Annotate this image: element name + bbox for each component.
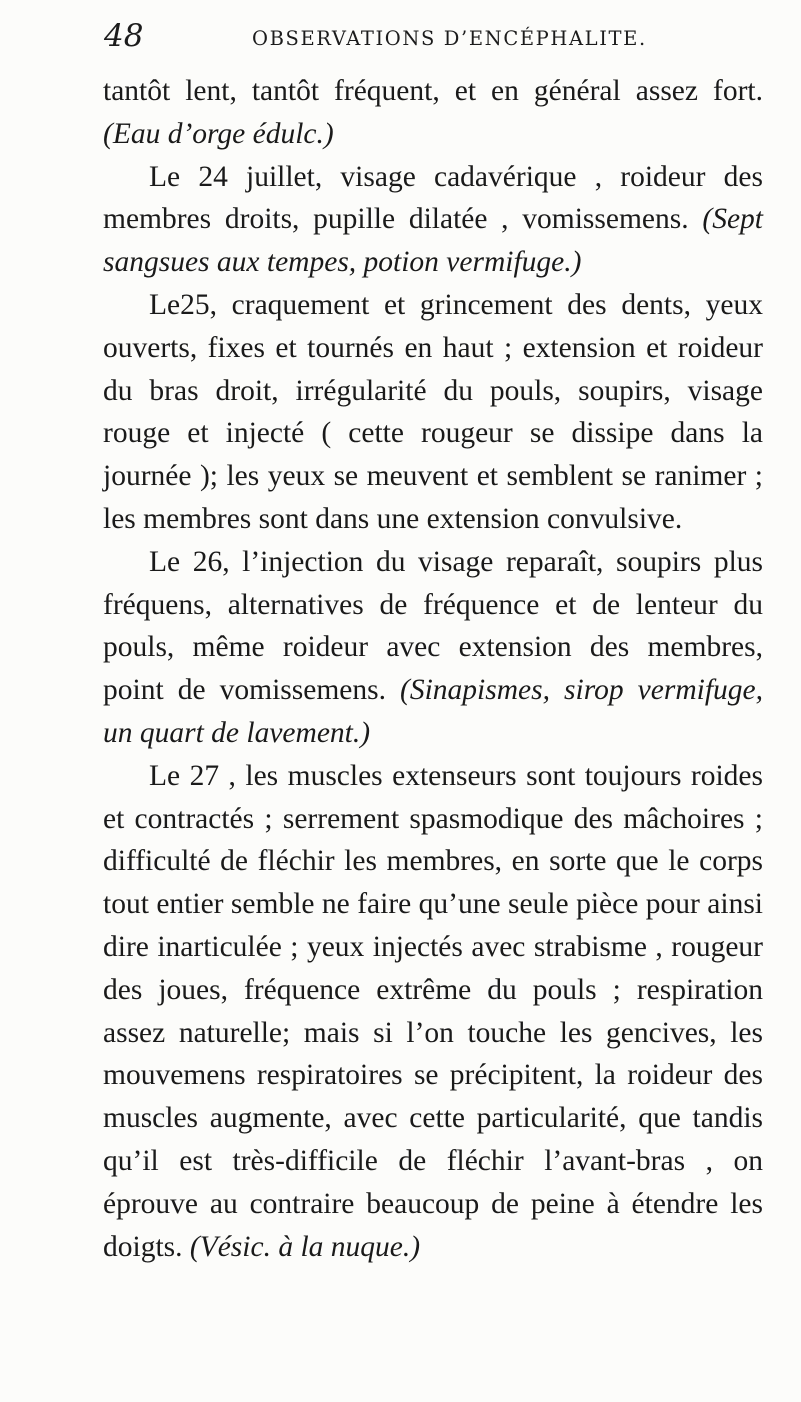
paragraph-2-treatment: (Sept sangsues aux tempes, potion vermifuge.) — [103, 203, 763, 279]
page-header — [104, 18, 744, 68]
paragraph-5-treatment: (Vésic. à la nuque.) — [189, 1230, 421, 1263]
running-title: OBSERVATIONS D’ENCÉPHALITE. — [252, 27, 647, 50]
paragraph-2 — [103, 156, 763, 284]
paragraph-3 — [103, 284, 763, 541]
page-number: 48 — [104, 18, 144, 54]
paragraph-2-text: Le 24 juillet, visage cadavérique , roideur des membres droits, pupille dilatée , vomissemens. — [103, 160, 763, 236]
paragraph-1-treatment: (Eau d’orge édulc.) — [103, 117, 334, 150]
paragraph-5 — [103, 755, 763, 1269]
body-text — [103, 70, 763, 1268]
paragraph-4-text: Le 26, l’injection du visage reparaît, soupirs plus fréquens, alternatives de fréquence et de lenteur du pouls, même roideur avec extension des membres, point de vomissemens. — [103, 545, 763, 707]
paragraph-4 — [103, 541, 763, 755]
paragraph-1 — [103, 70, 763, 156]
paragraph-3-text: Le25, craquement et grincement des dents, yeux ouverts, fixes et tournés en haut ; extension et roideur du bras droit, irrégularité du pouls, soupirs, visage rouge et injecté ( cette rougeur se dissipe dans la journée ); les yeux se meuvent et semblent se ranimer ; les membres sont dans une extension convulsive. — [103, 288, 763, 535]
paragraph-1-text: tantôt lent, tantôt fréquent, et en général assez fort. — [103, 75, 763, 107]
paragraph-4-treatment: (Sinapismes, sirop vermifuge, un quart de lavement.) — [103, 674, 764, 749]
paragraph-5-text: Le 27 , les muscles extenseurs sont toujours roides et contractés ; serrement spasmodique des mâchoires ; difficulté de fléchir les membres, en sorte que le corps tout entier semble ne faire qu’une seule pièce pour ainsi dire inarticulée ; yeux injectés avec strabisme , rougeur des joues, fréquence extrême du pouls ; respiration assez naturelle; mais si l’on touche les gencives, les mouvemens respiratoires se précipitent, la roideur des muscles augmente, avec cette particularité, que tandis qu’il est très-difficile de fléchir l’avant-bras , on éprouve au contraire beaucoup de peine à étendre les doigts. — [103, 759, 763, 1263]
